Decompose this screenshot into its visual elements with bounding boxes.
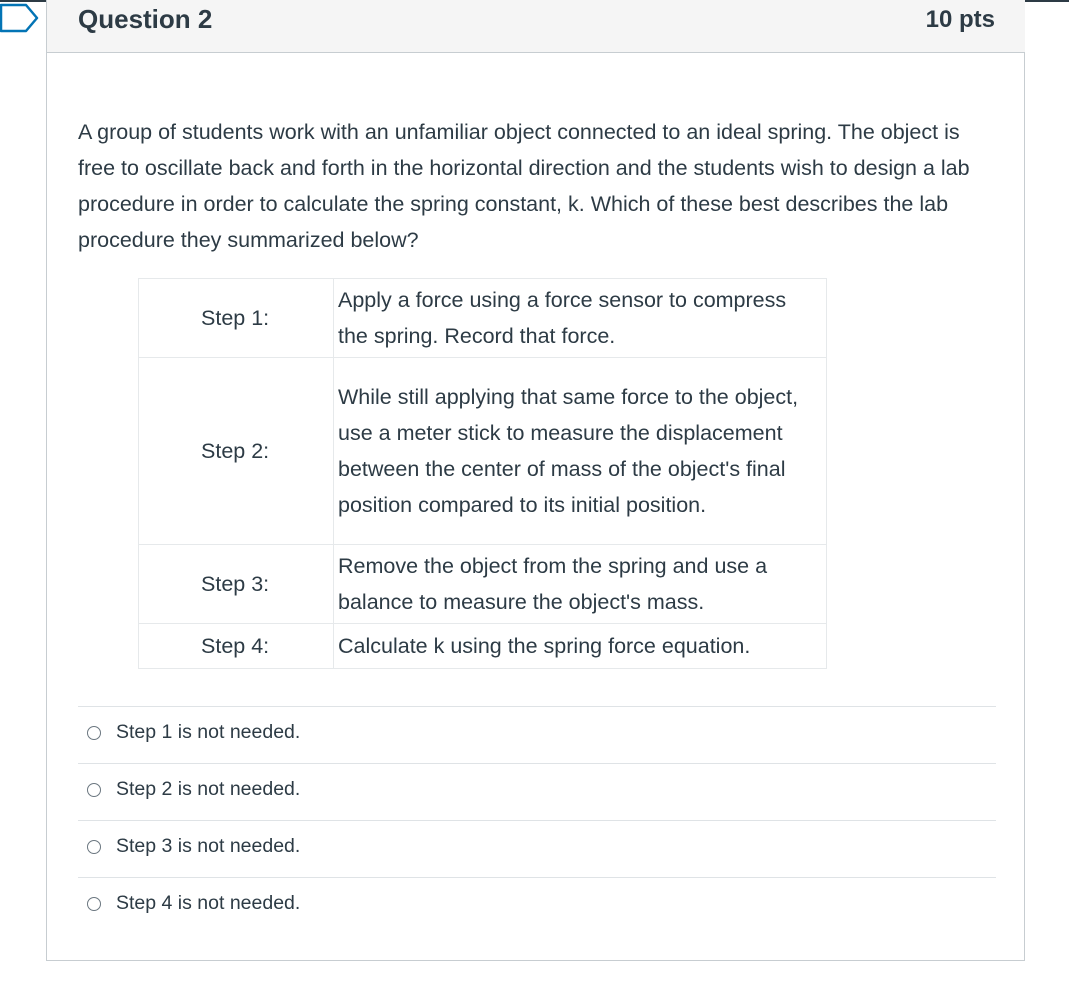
table-row [139,358,827,545]
question-card [46,0,1025,961]
step-description: Remove the object from the spring and use a balance to measure the object's mass. [334,545,827,624]
answer-option[interactable] [78,763,996,820]
question-points: 10 pts [925,6,995,33]
radio-button[interactable] [87,783,101,797]
answer-list [78,706,996,934]
radio-button[interactable] [87,840,101,854]
table-row [139,545,827,624]
table-row [139,279,827,358]
step-description: Calculate k using the spring force equation. [334,624,827,669]
answer-label[interactable]: Step 2 is not needed. [116,778,301,800]
answer-label[interactable]: Step 1 is not needed. [116,721,301,743]
step-label: Step 3: [139,545,334,624]
procedure-table [138,278,827,669]
step-label: Step 2: [139,358,334,545]
step-description: Apply a force using a force sensor to compress the spring. Record that force. [334,279,827,358]
question-header [47,0,1025,53]
answer-option[interactable] [78,820,996,877]
answer-option[interactable] [78,877,996,934]
question-text: A group of students work with an unfamiliar object connected to an ideal spring. The object is free to oscillate back and forth in the horizontal direction and the students wish to design a lab procedure in order to calculate the spring constant, k. Which of these best describes the lab procedure they summarized below? [78,120,970,252]
answer-option[interactable] [78,706,996,763]
answer-label[interactable]: Step 4 is not needed. [116,892,301,914]
step-label: Step 4: [139,624,334,669]
table-row [139,624,827,669]
step-description: While still applying that same force to the object, use a meter stick to measure the displacement between the center of mass of the object's final position compared to its initial position. [334,358,827,545]
radio-button[interactable] [87,897,101,911]
flag-icon[interactable] [0,3,40,33]
radio-button[interactable] [87,726,101,740]
answer-label[interactable]: Step 3 is not needed. [116,835,301,857]
step-label: Step 1: [139,279,334,358]
question-title: Question 2 [78,4,213,34]
